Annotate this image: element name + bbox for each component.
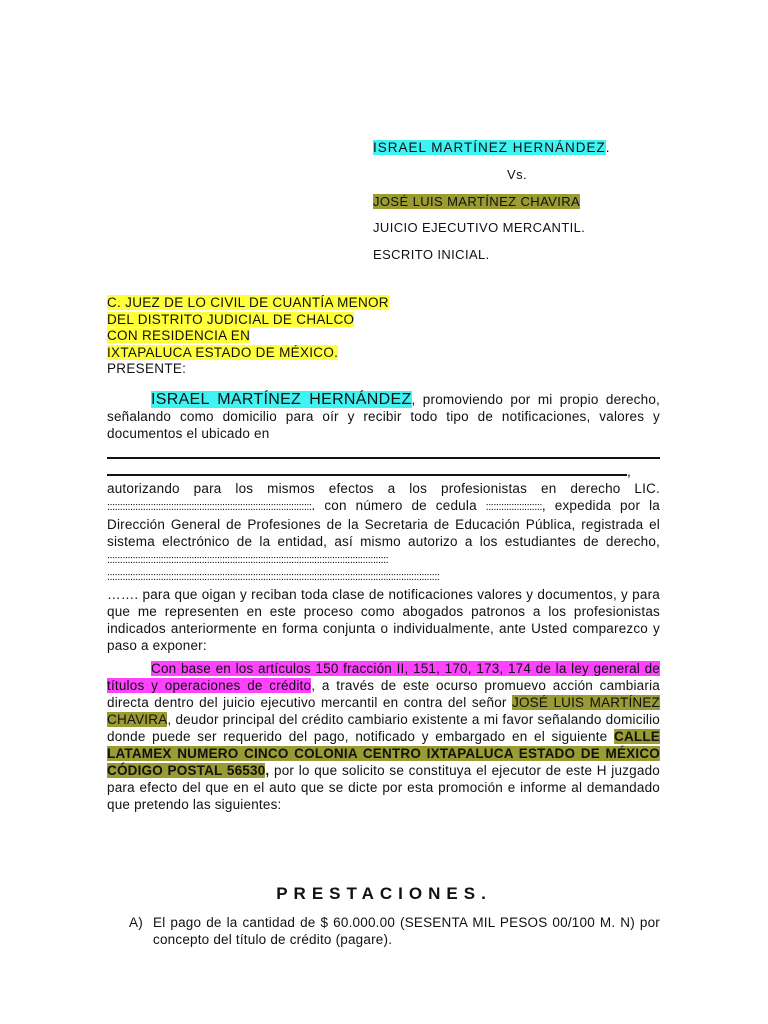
lawyer-blank: :::::::::::::::::::::::::::::::::::::::::::::::::::::::::::::::::::::::::::::::: — [107, 501, 312, 513]
prestacion-item-text: El pago de la cantidad de $ 60.000.00 (SESENTA MIL PESOS 00/100 M. N) por concepto del título de crédito (pagare). — [153, 915, 660, 947]
document-type: ESCRITO INICIAL. — [373, 247, 490, 262]
plaintiff-caption — [373, 140, 611, 155]
claim-text-2: , deudor principal del crédito cambiario existente a mi favor señalando domicilio donde puede ser requerido del pago, notificado y embargado en el siguiente — [107, 712, 660, 744]
addressee-line-2: DEL DISTRITO JUDICIAL DE CHALCO — [107, 311, 355, 327]
defendant-address: CALLE LATAMEX NUMERO CINCO COLONIA CENTRO IXTAPALUCA ESTADO DE MÉXICO CÓDIGO POSTAL 56530 — [107, 729, 660, 778]
addressee-line-1: C. JUEZ DE LO CIVIL DE CUANTÍA MENOR — [107, 295, 389, 310]
cedula-blank: :::::::::::::::::::::: — [485, 501, 542, 513]
prestaciones-heading: PRESTACIONES. — [276, 884, 492, 903]
plaintiff-period: . — [605, 140, 611, 155]
versus-label: Vs. — [507, 167, 527, 182]
address-comma: , — [265, 763, 270, 778]
prestacion-item-label: A) — [129, 915, 143, 930]
intro-text-3: autorizando para los mismos efectos a los profesionistas en derecho LIC. — [107, 481, 660, 496]
addressee-line-5: PRESENTE: — [107, 361, 187, 376]
claim-text-3: por lo que solicito se constituya el ejecutor de este H juzgado para efecto del que en el auto que se dicte por esta promoción e informe al demandado que pretendo las siguientes: — [107, 763, 661, 812]
claim-text-1: , a través de este ocurso promuevo acción cambiaria directa dentro del juicio ejecutivo mercantil en contra del señor — [107, 678, 660, 710]
intro-text-2: , — [627, 464, 631, 479]
students-blank-1: :::::::::::::::::::::::::::::::::::::::::::::::::::::::::::::::::::::::::::::::::::::::::::::::::::::::::::::: — [107, 554, 389, 566]
addressee-line-3: CON RESIDENCIA EN — [107, 328, 251, 343]
legal-basis: Con base en los artículos 150 fracción II, 151, 170, 173, 174 de la ley general de títulos y operaciones de crédito — [107, 661, 660, 693]
defendant-mention: JOSÉ LUIS MARTÍNEZ CHAVIRA — [107, 695, 660, 727]
blank-line-2 — [107, 459, 627, 476]
intro-text-6: . para que oigan y reciban toda clase de notificaciones valores y documentos, y para que me representen en este proceso como abogados patronos a los profesionistas indicados anteriormente en forma conjunta o individualmente, ante Usted comparezco y paso a exponer: — [107, 587, 660, 653]
case-type: JUICIO EJECUTIVO MERCANTIL. — [373, 220, 586, 235]
plaintiff-name: ISRAEL MARTÍNEZ HERNÁNDEZ — [373, 140, 606, 155]
blank-line-1 — [107, 442, 660, 459]
intro-text-5: , expedida por la Dirección General de Profesiones de la Secretaria de Educación Pública, registrada el sistema electrónico de la entidad, así mismo autorizo a los estudiantes de derecho, — [107, 498, 660, 549]
claim-paragraph — [107, 660, 660, 813]
prestacion-item-a — [129, 914, 660, 948]
promovente-name: ISRAEL MARTÍNEZ HERNÁNDEZ — [151, 391, 412, 408]
defendant-name: JOSÉ LUIS MARTÍNEZ CHAVIRA — [373, 194, 581, 209]
defendant-caption — [373, 194, 580, 209]
intro-text-4: . con número de cedula — [311, 498, 486, 513]
addressee-block — [107, 295, 389, 378]
students-blank-3: …… — [107, 587, 135, 602]
students-blank-2: :::::::::::::::::::::::::::::::::::::::::::::::::::::::::::::::::::::::::::::::::::::::::::::::::::::::::::::::::::::::::::::::::: — [107, 571, 440, 583]
intro-text-1: , promoviendo por mi propio derecho, señalando como domicilio para oír y recibir todo tipo de notificaciones, valores y documentos el ubicado en — [107, 392, 661, 441]
addressee-line-4: IXTAPALUCA ESTADO DE MÉXICO. — [107, 344, 339, 360]
introduction-paragraph — [107, 391, 660, 654]
